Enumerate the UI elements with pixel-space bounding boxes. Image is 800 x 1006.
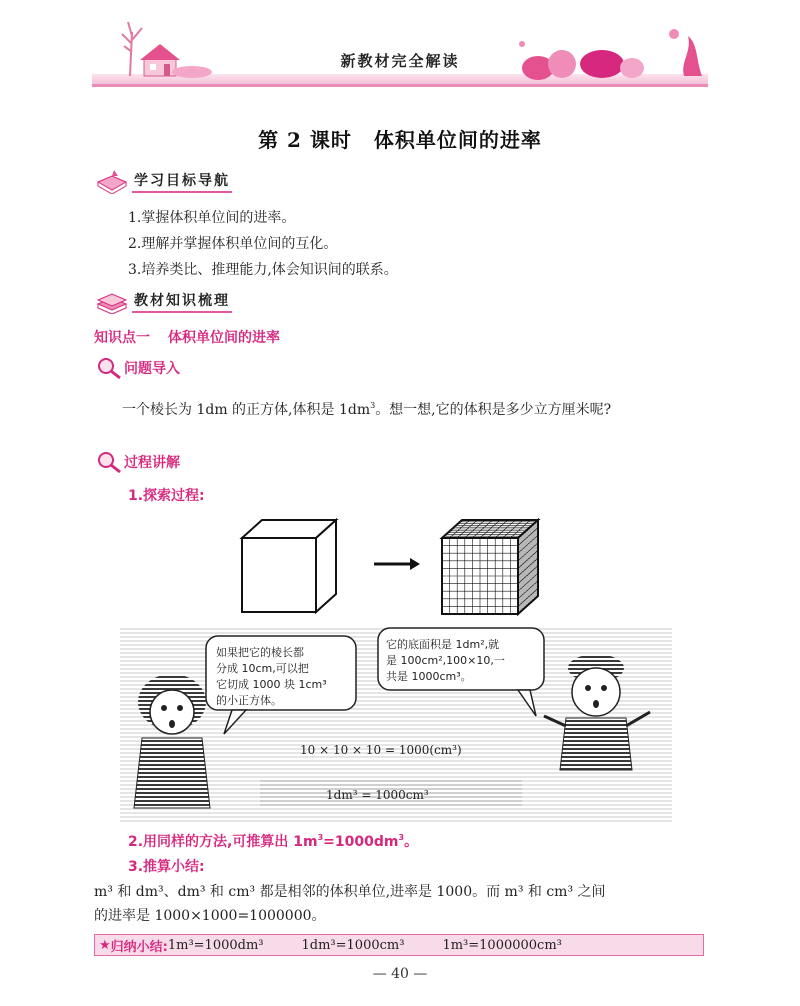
step-2	[128, 831, 418, 851]
process-label: 过程讲解	[124, 455, 180, 471]
summary-label: 归纳小结:	[110, 939, 168, 955]
process-header	[96, 450, 180, 474]
page-number: — 40 —	[372, 966, 428, 982]
magnifier-icon	[96, 356, 122, 380]
superscript: 3	[370, 401, 376, 410]
bubble-left-line: 的小正方体。	[216, 694, 282, 707]
goal-item: 2.理解并掌握体积单位间的互化。	[128, 236, 338, 252]
knowledge-section-header	[94, 288, 232, 314]
bubble-left-line: 分成 10cm,可以把	[216, 662, 309, 675]
cube-1dm	[242, 520, 336, 612]
step-2-text: 。	[404, 834, 419, 850]
summary-formula: 1dm³=1000cm³	[301, 937, 405, 953]
summary-line: 的进率是 1000×1000=1000000。	[94, 908, 326, 924]
bubble-right-line: 它的底面积是 1dm²,就	[386, 638, 500, 651]
superscript: 3	[317, 833, 324, 842]
question-text-part: 。想一想,它的体积是多少立方厘米呢?	[375, 402, 612, 418]
star-icon: ★	[99, 937, 111, 953]
bubble-right-line: 共是 1000cm³。	[386, 670, 472, 683]
books-stack-icon	[94, 288, 130, 314]
knowledge-section-label: 教材知识梳理	[132, 290, 232, 313]
magnifier-icon	[96, 450, 122, 474]
summary-formula: 1m³=1000dm³	[167, 937, 264, 953]
step-1: 1.探索过程:	[128, 488, 205, 504]
bubble-left-line: 如果把它的棱长都	[216, 646, 304, 659]
bubble-right-line: 是 100cm²,100×10,一	[386, 654, 505, 667]
step-3: 3.推算小结:	[128, 859, 205, 875]
goal-item: 3.培养类比、推理能力,体会知识间的联系。	[128, 262, 398, 278]
lesson-number: 第 2 课时	[258, 128, 352, 152]
bubble-left-line: 它切成 1000 块 1cm³	[216, 678, 327, 691]
equation: 10 × 10 × 10 = 1000(cm³)	[300, 743, 462, 757]
book-icon	[94, 168, 130, 194]
knowledge-point-prefix: 知识点一	[94, 330, 150, 346]
superscript: 3	[398, 833, 405, 842]
step-2-text: =1000dm	[323, 834, 399, 850]
summary-line: m³ 和 dm³、dm³ 和 cm³ 都是相邻的体积单位,进率是 1000。而 m³ 和 cm³ 之间	[94, 884, 606, 900]
goals-section-header	[94, 168, 232, 194]
lesson-name: 体积单位间的进率	[373, 128, 542, 152]
question-intro-text	[94, 394, 706, 422]
result-equation: 1dm³ = 1000cm³	[326, 788, 429, 802]
goal-item: 1.掌握体积单位间的进率。	[128, 210, 296, 226]
knowledge-point-title	[94, 327, 280, 347]
question-intro-header	[96, 356, 180, 380]
exploration-figure	[120, 516, 672, 822]
arrow-icon	[374, 558, 420, 570]
question-intro-label: 问题导入	[124, 361, 180, 377]
step-2-text: 2.用同样的方法,可推算出 1m	[128, 834, 318, 850]
summary-paragraph	[94, 880, 706, 928]
lesson-title	[0, 124, 800, 153]
cube-subdivided	[442, 520, 538, 614]
summary-formula: 1m³=1000000cm³	[442, 937, 562, 953]
goals-section-label: 学习目标导航	[132, 170, 232, 193]
knowledge-point-name: 体积单位间的进率	[168, 330, 280, 346]
girl-illustration	[134, 674, 210, 808]
header-title: 新教材完全解读	[340, 52, 460, 70]
question-text-part: 一个棱长为 1dm 的正方体,体积是 1dm	[122, 402, 371, 418]
summary-box	[94, 934, 704, 956]
